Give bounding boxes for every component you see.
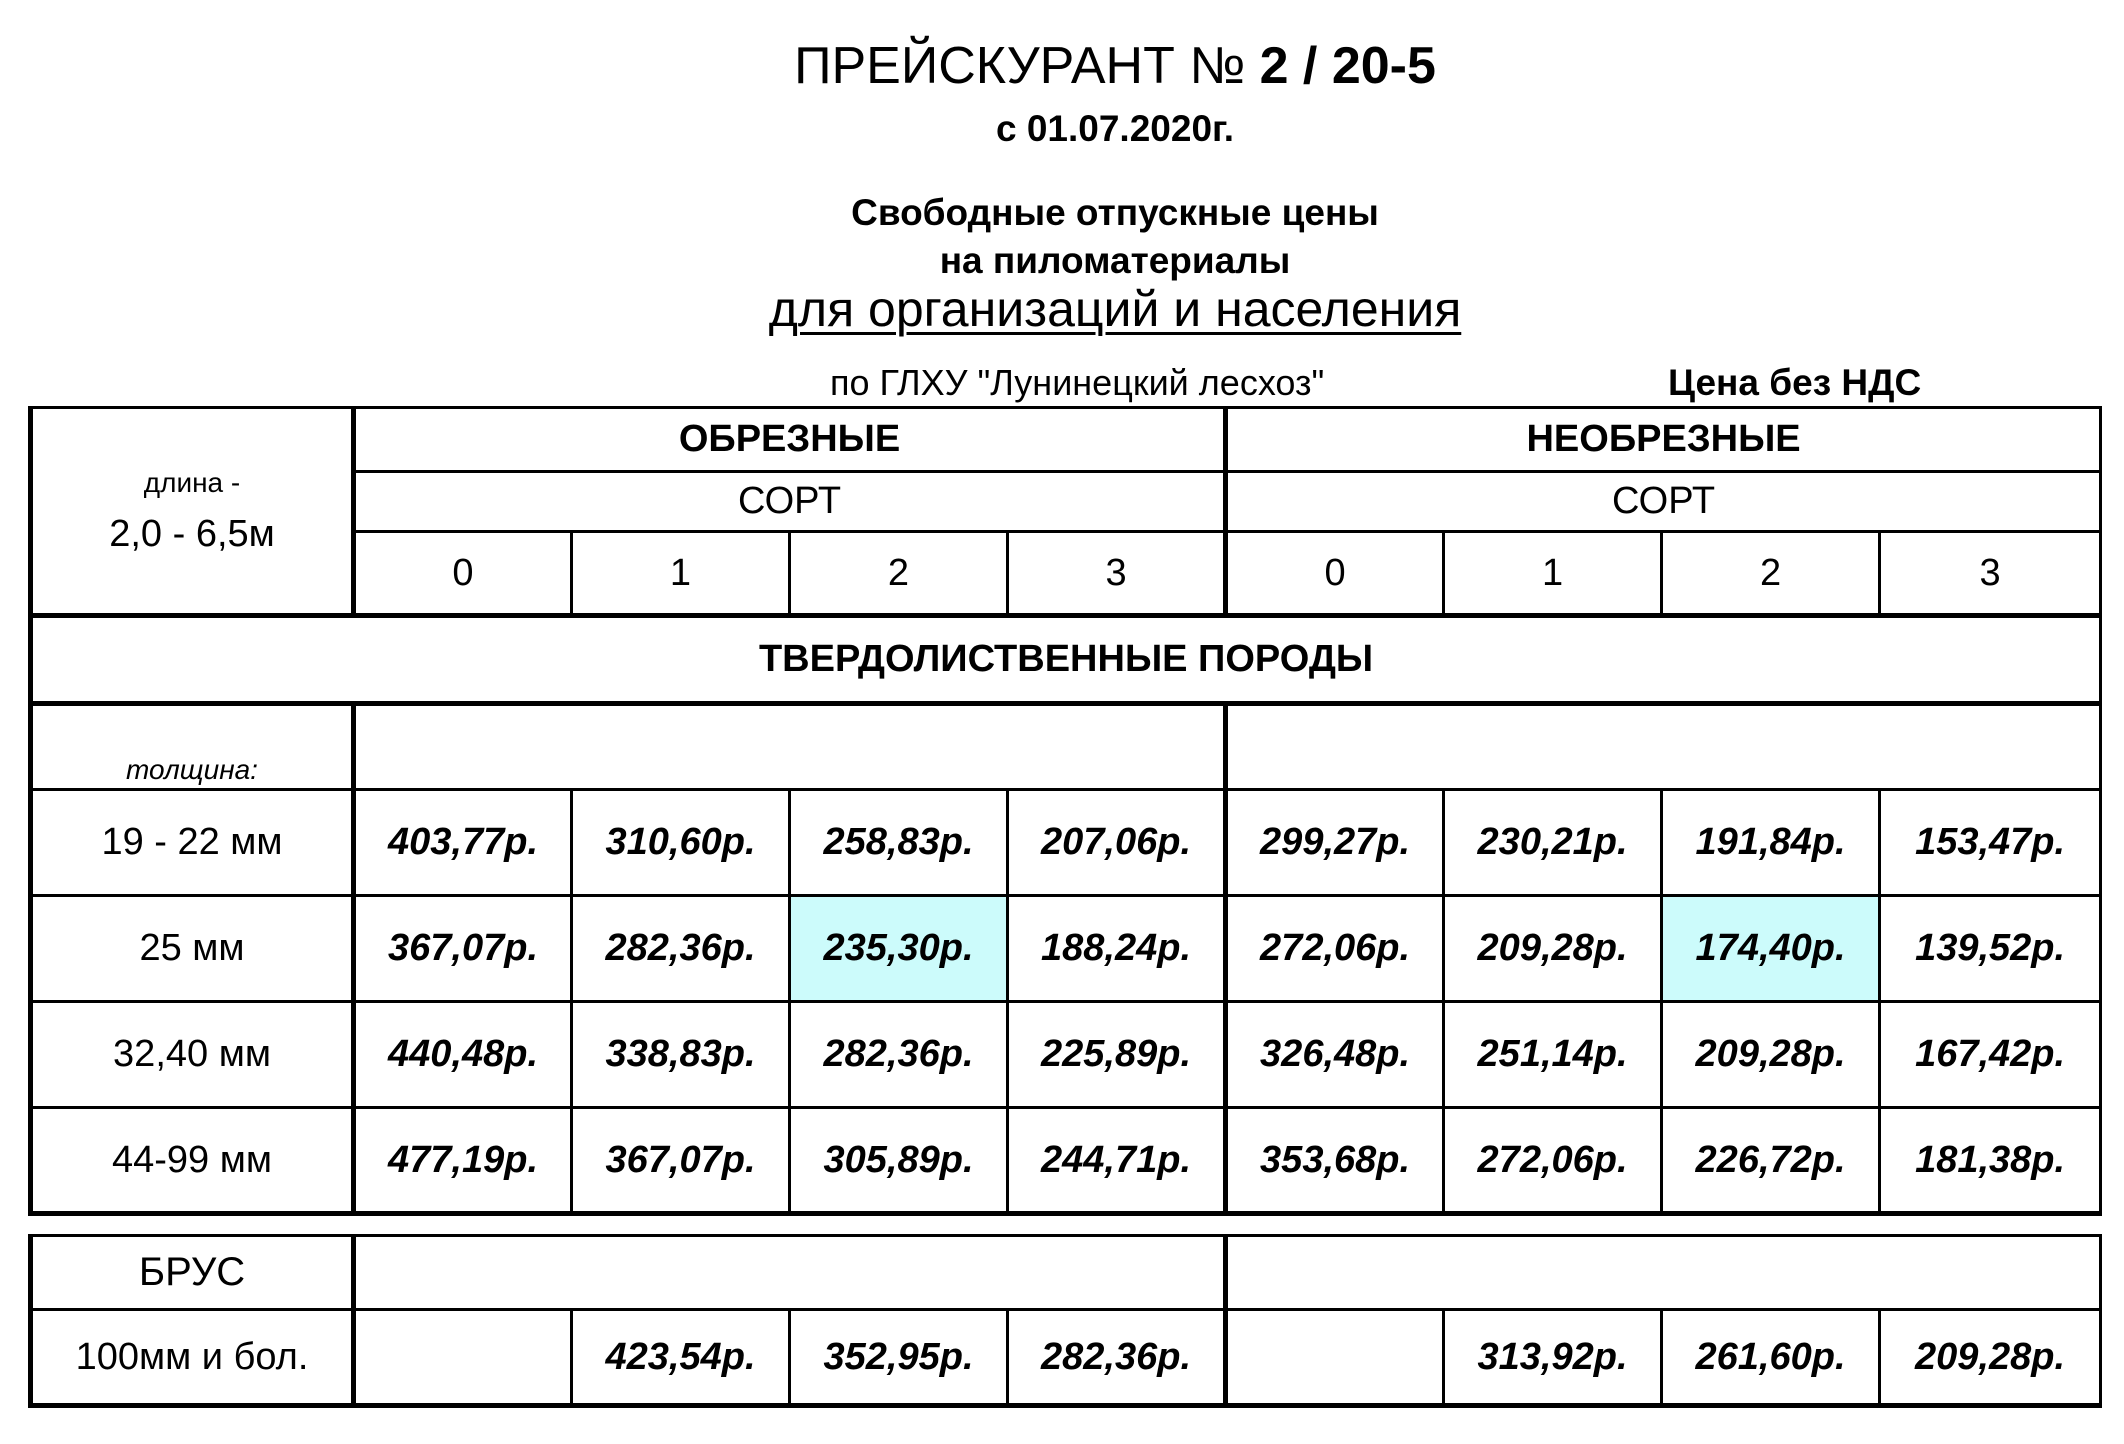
price-cell: 209,28р. xyxy=(1444,896,1662,1002)
price-cell: 235,30р. xyxy=(790,896,1008,1002)
price-cell: 440,48р. xyxy=(354,1002,572,1108)
title-number: 2 / 20-5 xyxy=(1259,37,1436,95)
edged-grade-1: 1 xyxy=(572,532,790,616)
price-cell: 282,36р. xyxy=(572,896,790,1002)
price-cell: 244,71р. xyxy=(1008,1108,1226,1214)
thickness-label-cell xyxy=(31,704,354,790)
organization-name: по ГЛХУ "Лунинецкий лесхоз" xyxy=(830,362,1325,403)
thickness-row-label: 25 мм xyxy=(31,896,354,1002)
title-prefix: ПРЕЙСКУРАНТ № xyxy=(794,37,1260,95)
edged-group-header: ОБРЕЗНЫЕ xyxy=(354,408,1226,472)
unedged-group-header: НЕОБРЕЗНЫЕ xyxy=(1226,408,2101,472)
price-cell: 181,38р. xyxy=(1880,1108,2101,1214)
price-cell: 403,77р. xyxy=(354,790,572,896)
length-header-cell xyxy=(31,408,354,616)
price-cell: 139,52р. xyxy=(1880,896,2101,1002)
section-title: ТВЕРДОЛИСТВЕННЫЕ ПОРОДЫ xyxy=(31,616,2101,704)
price-cell: 174,40р. xyxy=(1662,896,1880,1002)
unedged-grade-2: 2 xyxy=(1662,532,1880,616)
table-row xyxy=(31,1108,2101,1214)
price-cell: 326,48р. xyxy=(1226,1002,1444,1108)
table-row xyxy=(31,896,2101,1002)
price-cell: 188,24р. xyxy=(1008,896,1226,1002)
table-row xyxy=(31,1002,2101,1108)
effective-date: с 01.07.2020г. xyxy=(995,108,1235,149)
beam-price-cell: 423,54р. xyxy=(572,1310,790,1406)
thickness-row-label: 32,40 мм xyxy=(31,1002,354,1108)
price-cell: 226,72р. xyxy=(1662,1108,1880,1214)
price-cell: 338,83р. xyxy=(572,1002,790,1108)
beam-price-cell: 282,36р. xyxy=(1008,1310,1226,1406)
edged-grade-2: 2 xyxy=(790,532,1008,616)
edged-grade-0: 0 xyxy=(354,532,572,616)
beam-edged-spacer xyxy=(354,1236,1226,1310)
price-cell: 251,14р. xyxy=(1444,1002,1662,1108)
beam-price-cell: 313,92р. xyxy=(1444,1310,1662,1406)
length-label: длина - xyxy=(143,466,241,498)
subtitle-line-1: Свободные отпускные цены xyxy=(851,192,1379,233)
edged-spacer xyxy=(354,704,1226,790)
table-row xyxy=(31,790,2101,896)
price-cell: 310,60р. xyxy=(572,790,790,896)
thickness-row-label: 44-99 мм xyxy=(31,1108,354,1214)
beam-price-cell: 352,95р. xyxy=(790,1310,1008,1406)
length-value: 2,0 - 6,5м xyxy=(109,512,275,555)
edged-grade-label: СОРТ xyxy=(354,472,1226,532)
price-cell: 209,28р. xyxy=(1662,1002,1880,1108)
beam-price-cell xyxy=(354,1310,572,1406)
beam-table xyxy=(28,1234,2102,1408)
beam-price-cell: 209,28р. xyxy=(1880,1310,2101,1406)
beam-price-cell: 261,60р. xyxy=(1662,1310,1880,1406)
price-cell: 191,84р. xyxy=(1662,790,1880,896)
price-cell: 305,89р. xyxy=(790,1108,1008,1214)
price-cell: 153,47р. xyxy=(1880,790,2101,896)
subtitle-line-3 xyxy=(0,280,2124,338)
price-cell: 282,36р. xyxy=(790,1002,1008,1108)
price-cell: 207,06р. xyxy=(1008,790,1226,896)
thickness-row-label: 19 - 22 мм xyxy=(31,790,354,896)
price-cell: 353,68р. xyxy=(1226,1108,1444,1214)
beam-price-cell xyxy=(1226,1310,1444,1406)
beam-unedged-spacer xyxy=(1226,1236,2101,1310)
unedged-grade-0: 0 xyxy=(1226,532,1444,616)
beam-label: БРУС xyxy=(31,1236,354,1310)
edged-grade-3: 3 xyxy=(1008,532,1226,616)
price-cell: 272,06р. xyxy=(1444,1108,1662,1214)
price-cell: 367,07р. xyxy=(354,896,572,1002)
price-cell: 272,06р. xyxy=(1226,896,1444,1002)
price-cell: 167,42р. xyxy=(1880,1002,2101,1108)
unedged-grade-label: СОРТ xyxy=(1226,472,2101,532)
price-cell: 367,07р. xyxy=(572,1108,790,1214)
price-cell: 477,19р. xyxy=(354,1108,572,1214)
subtitle-line-2: на пиломатериалы xyxy=(939,240,1291,281)
vat-note: Цена без НДС xyxy=(1668,362,1922,403)
unedged-spacer xyxy=(1226,704,2101,790)
price-cell: 225,89р. xyxy=(1008,1002,1226,1108)
unedged-grade-3: 3 xyxy=(1880,532,2101,616)
unedged-grade-1: 1 xyxy=(1444,532,1662,616)
subtitle-audience: для организаций и населения xyxy=(768,281,1462,337)
price-cell: 230,21р. xyxy=(1444,790,1662,896)
price-cell: 258,83р. xyxy=(790,790,1008,896)
thickness-label: толщина: xyxy=(126,754,258,785)
price-table xyxy=(28,406,2102,1216)
price-cell: 299,27р. xyxy=(1226,790,1444,896)
price-list-title xyxy=(0,36,2124,96)
beam-row-label: 100мм и бол. xyxy=(31,1310,354,1406)
